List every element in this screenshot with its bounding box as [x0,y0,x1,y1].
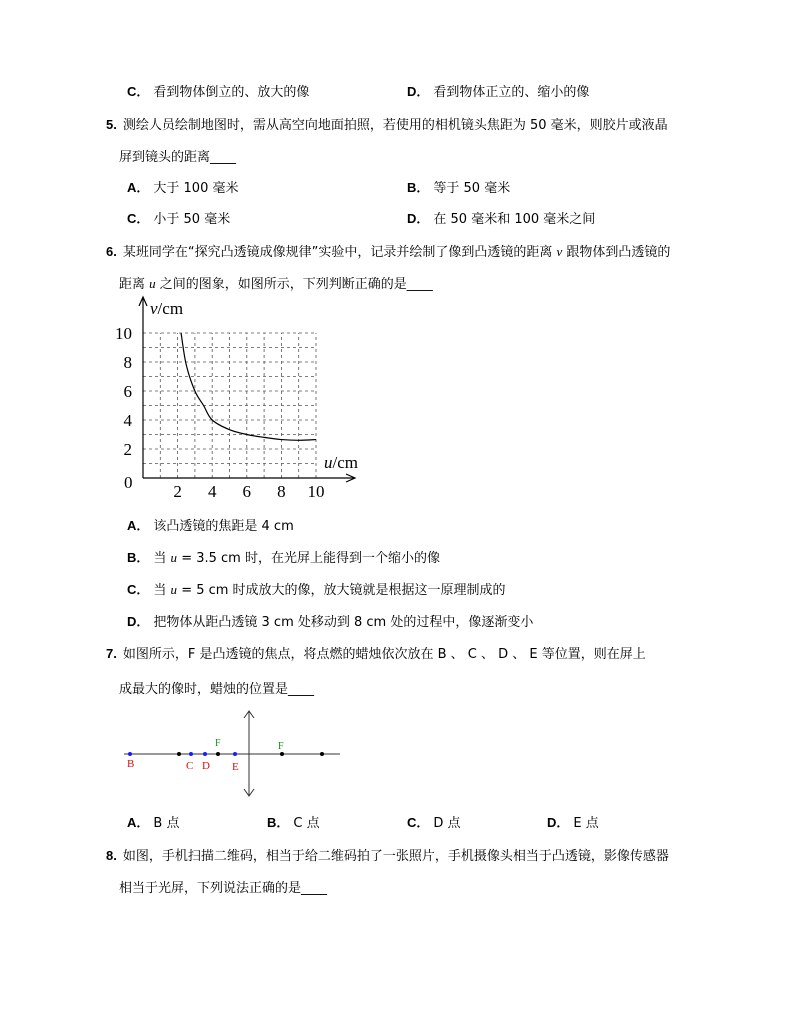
option-letter: B． [407,180,430,195]
option-letter: A． [127,815,150,830]
q6-stem-line1 [106,241,670,260]
q7-option-c [407,812,461,831]
y-tick-label: 10 [115,324,132,343]
q6-option-a [127,515,294,534]
option-letter: D． [407,84,430,99]
origin-label: 0 [124,473,133,492]
point-b [128,752,132,756]
option-letter: C． [127,211,150,226]
option-text: D 点 [433,816,461,831]
q8-stem-line2: 相当于光屏，下列说法正确的是____ [119,881,328,896]
variable-u: u [170,550,178,565]
option-letter: A． [127,180,150,195]
option-text: = 5 cm 时成放大的像，放大镜就是根据这一原理制成的 [181,583,506,598]
q7-stem-line2: 成最大的像时，蜡烛的位置是____ [119,682,315,697]
label-b: B [127,758,135,770]
y-tick-label: 4 [123,411,132,430]
option-letter: C． [127,582,150,597]
question-text: 之间的图象，如图所示，下列判断正确的是____ [159,277,433,292]
label-f-right: F [278,741,284,752]
variable-u: u [149,276,156,291]
question-text: 测绘人员绘制地图时，需从高空向地面拍照，若使用的相机镜头焦距为 50 毫米，则胶片或液晶 [122,118,668,133]
variable-v: v [556,244,563,259]
label-e: E [232,761,239,773]
q6-option-d [127,611,533,630]
x-axis-label: u/cm [324,453,358,472]
option-text: 当 [153,583,167,598]
option-text: 看到物体倒立的、放大的像 [153,85,310,100]
option-letter: C． [407,815,430,830]
option-text: B 点 [153,816,180,831]
q6-stem-line2 [119,273,433,292]
q5-option-b [407,177,510,196]
q8-stem-line1 [106,845,669,864]
option-letter: C． [127,84,150,99]
option-text: 把物体从距凸透镜 3 cm 处移动到 8 cm 处的过程中，像逐渐变小 [153,615,534,630]
y-tick-label: 6 [123,382,132,401]
question-number: 5. [106,117,117,132]
option-letter: D． [407,211,430,226]
q4-option-c [127,81,309,100]
question-number: 6. [106,244,117,259]
option-letter: B． [127,550,150,565]
y-axis-label: v/cm [150,299,184,318]
option-text: 等于 50 毫米 [433,181,511,196]
question-text: 某班同学在“探究凸透镜成像规律”实验中，记录并绘制了像到凸透镜的距离 [122,245,553,260]
option-text: = 3.5 cm 时，在光屏上能得到一个缩小的像 [181,551,440,566]
point-2f-right [320,752,324,756]
option-text: 大于 100 毫米 [153,181,239,196]
x-tick-label: 6 [242,482,252,501]
x-tick-label: 4 [207,482,217,501]
option-text: 该凸透镜的焦距是 4 cm [153,519,294,534]
option-text: 当 [153,551,167,566]
label-f-left: F [215,738,221,749]
point-d [203,752,207,756]
q6-option-c [127,579,506,598]
option-text: C 点 [293,816,320,831]
x-tick-label: 10 [307,482,325,501]
q7-option-d [547,812,599,831]
q5-stem-line2: 屏到镜头的距离____ [119,150,237,165]
option-text: 在 50 毫米和 100 毫米之间 [433,212,596,227]
q7-stem-line1 [106,643,646,662]
question-text: 跟物体到凸透镜的 [566,245,671,260]
v-u-graph [110,292,370,502]
option-letter: D． [547,815,570,830]
option-text: 小于 50 毫米 [153,212,231,227]
q7-option-a [127,812,179,831]
label-d: D [202,760,210,772]
q4-option-d [407,81,589,100]
q5-option-d [407,208,595,227]
question-number: 8. [106,848,117,863]
question-number: 7. [106,646,117,661]
point-f-right [280,752,284,756]
option-text: 看到物体正立的、缩小的像 [433,85,590,100]
point-2f-left [177,752,181,756]
x-tick-label: 2 [173,482,182,501]
series-line-v-u [181,333,316,440]
y-tick-label: 8 [123,353,132,372]
question-text: 如图，手机扫描二维码，相当于给二维码拍了一张照片，手机摄像头相当于凸透镜，影像传感器 [122,849,669,864]
x-tick-label: 8 [277,482,286,501]
q5-option-c [127,208,230,227]
point-c [189,752,193,756]
option-text: E 点 [573,816,599,831]
option-letter: B． [267,815,290,830]
option-letter: D． [127,614,150,629]
lens-diagram [118,708,348,803]
q5-option-a [127,177,238,196]
option-letter: A． [127,518,150,533]
q6-option-b [127,547,440,566]
point-e [233,752,237,756]
question-text: 如图所示，F 是凸透镜的焦点，将点燃的蜡烛依次放在 B 、 C 、 D 、 E 等位置，则在屏上 [122,647,646,662]
q7-option-b [267,812,320,831]
variable-u: u [170,582,178,597]
q5-stem-line1 [106,114,668,133]
question-text: 距离 [119,277,146,292]
y-tick-label: 2 [123,440,132,459]
label-c: C [186,760,194,772]
point-f-left [216,752,220,756]
